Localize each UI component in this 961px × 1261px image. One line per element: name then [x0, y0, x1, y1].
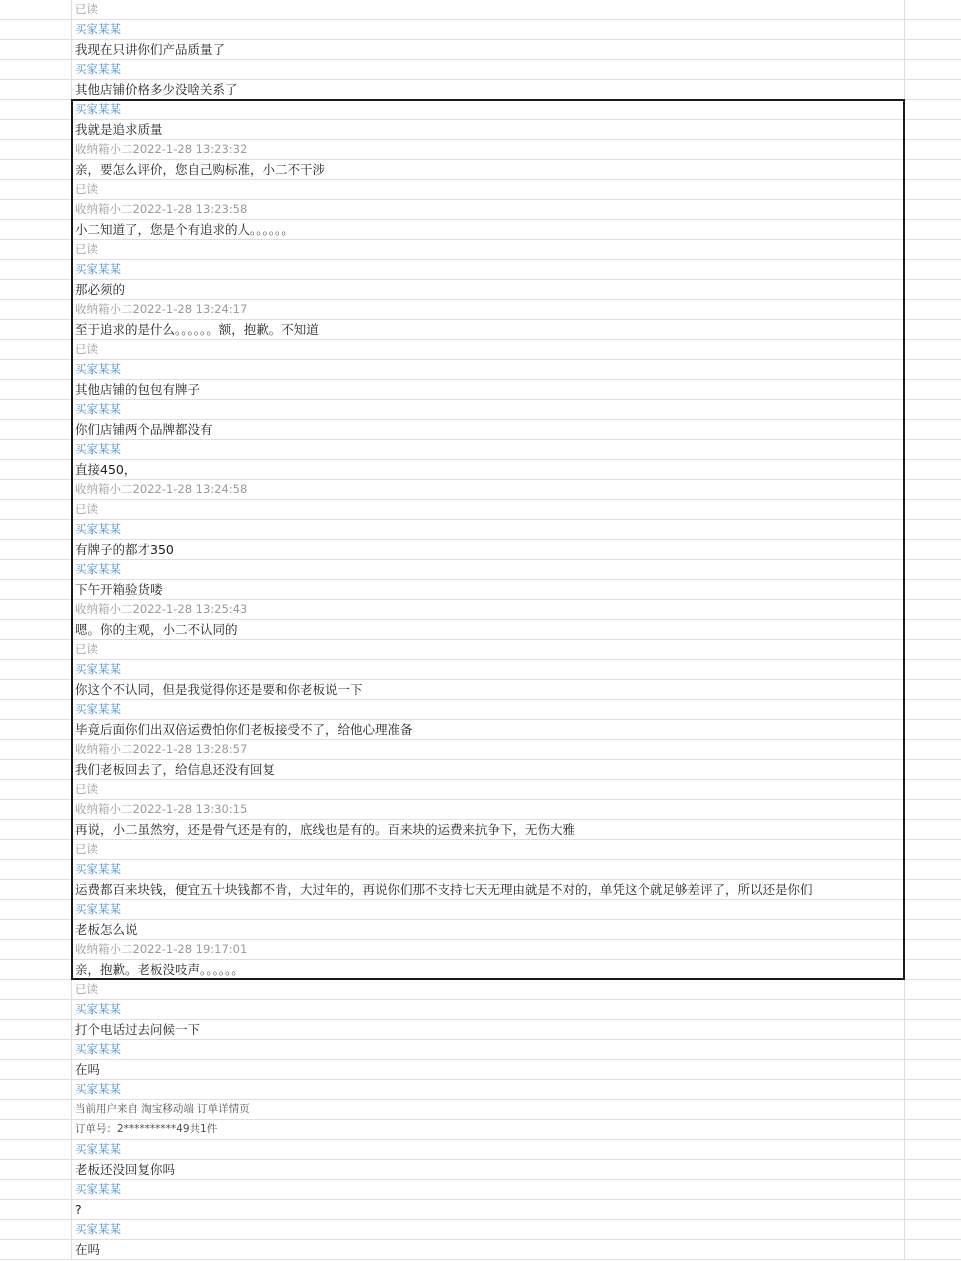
sheet-cell-a[interactable]	[0, 40, 72, 59]
read-receipt-cell[interactable]: 已读	[72, 240, 905, 259]
seller-timestamp-cell[interactable]: 收纳箱小二2022-1-28 13:30:15	[72, 800, 905, 819]
sheet-row	[0, 240, 961, 260]
sheet-cell-a[interactable]	[0, 1080, 72, 1099]
sheet-row	[0, 780, 961, 800]
sheet-cell-c[interactable]	[905, 1120, 961, 1139]
sheet-row	[0, 440, 961, 460]
sheet-cell-c[interactable]	[905, 380, 961, 399]
sheet-cell-a[interactable]	[0, 1020, 72, 1039]
sheet-cell-a[interactable]	[0, 100, 72, 119]
sheet-cell-c[interactable]	[905, 60, 961, 79]
sheet-cell-a[interactable]	[0, 900, 72, 919]
sheet-cell-a[interactable]	[0, 460, 72, 479]
buyer-name-cell[interactable]: 买家某某	[72, 1080, 905, 1099]
sheet-row	[0, 460, 961, 480]
sheet-cell-a[interactable]	[0, 1200, 72, 1219]
sheet-cell-c[interactable]	[905, 460, 961, 479]
sheet-row	[0, 1080, 961, 1100]
sheet-cell-a[interactable]	[0, 60, 72, 79]
message-text-cell[interactable]: 亲，要怎么评价，您自己购标准，小二不干涉	[72, 160, 905, 179]
read-receipt-cell[interactable]: 已读	[72, 340, 905, 359]
buyer-name-cell[interactable]: 买家某某	[72, 20, 905, 39]
read-receipt-cell[interactable]: 已读	[72, 980, 905, 999]
sheet-row	[0, 760, 961, 780]
sheet-cell-c[interactable]	[905, 760, 961, 779]
sheet-cell-c[interactable]	[905, 960, 961, 979]
sheet-cell-c[interactable]	[905, 800, 961, 819]
read-receipt-cell[interactable]: 已读	[72, 780, 905, 799]
message-text-cell[interactable]: ?	[72, 1200, 905, 1219]
sheet-cell-c[interactable]	[905, 180, 961, 199]
seller-timestamp-cell[interactable]: 收纳箱小二2022-1-28 13:23:58	[72, 200, 905, 219]
message-text-cell[interactable]: 你这个不认同，但是我觉得你还是要和你老板说一下	[72, 680, 905, 699]
sheet-row	[0, 1140, 961, 1160]
message-text-cell[interactable]: 再说，小二虽然穷，还是骨气还是有的，底线也是有的。百来块的运费来抗争下，无伤大雅	[72, 820, 905, 839]
message-text-cell[interactable]: 你们店铺两个品牌都没有	[72, 420, 905, 439]
sheet-cell-a[interactable]	[0, 800, 72, 819]
sheet-cell-a[interactable]	[0, 260, 72, 279]
message-text-cell[interactable]: 直接450，	[72, 460, 905, 479]
sheet-row	[0, 980, 961, 1000]
buyer-name-cell[interactable]: 买家某某	[72, 900, 905, 919]
buyer-name-cell[interactable]: 买家某某	[72, 860, 905, 879]
sheet-cell-a[interactable]	[0, 20, 72, 39]
sheet-row	[0, 200, 961, 220]
sheet-row	[0, 80, 961, 100]
message-text-cell[interactable]: 那必须的	[72, 280, 905, 299]
sheet-cell-c[interactable]	[905, 580, 961, 599]
sheet-row	[0, 880, 961, 900]
sheet-cell-a[interactable]	[0, 1120, 72, 1139]
message-text-cell[interactable]: 毕竟后面你们出双倍运费怕你们老板接受不了，给他心理准备	[72, 720, 905, 739]
sheet-cell-a[interactable]	[0, 620, 72, 639]
seller-timestamp-cell[interactable]: 收纳箱小二2022-1-28 13:24:58	[72, 480, 905, 499]
sheet-row	[0, 1100, 961, 1120]
message-text-cell[interactable]: 下午开箱验货喽	[72, 580, 905, 599]
sheet-row	[0, 800, 961, 820]
sheet-cell-a[interactable]	[0, 560, 72, 579]
sheet-cell-a[interactable]	[0, 1160, 72, 1179]
message-text-cell[interactable]: 其他店铺的包包有牌子	[72, 380, 905, 399]
sheet-row	[0, 740, 961, 760]
sheet-row	[0, 1040, 961, 1060]
sheet-cell-c[interactable]	[905, 1200, 961, 1219]
sheet-cell-c[interactable]	[905, 360, 961, 379]
sheet-cell-c[interactable]	[905, 340, 961, 359]
sheet-cell-c[interactable]	[905, 1020, 961, 1039]
sheet-cell-a[interactable]	[0, 920, 72, 939]
sheet-row	[0, 900, 961, 920]
sheet-cell-c[interactable]	[905, 840, 961, 859]
message-text-cell[interactable]: 其他店铺价格多少没啥关系了	[72, 80, 905, 99]
sheet-cell-c[interactable]	[905, 20, 961, 39]
seller-timestamp-cell[interactable]: 收纳箱小二2022-1-28 13:23:32	[72, 140, 905, 159]
sheet-cell-a[interactable]	[0, 720, 72, 739]
sheet-cell-c[interactable]	[905, 1000, 961, 1019]
sheet-row	[0, 500, 961, 520]
sheet-cell-a[interactable]	[0, 1060, 72, 1079]
sheet-cell-a[interactable]	[0, 140, 72, 159]
sheet-cell-a[interactable]	[0, 520, 72, 539]
sheet-row	[0, 920, 961, 940]
sheet-cell-c[interactable]	[905, 1140, 961, 1159]
sheet-cell-a[interactable]	[0, 440, 72, 459]
sheet-cell-c[interactable]	[905, 860, 961, 879]
sheet-row	[0, 340, 961, 360]
sheet-cell-c[interactable]	[905, 600, 961, 619]
read-receipt-cell[interactable]: 已读	[72, 500, 905, 519]
buyer-name-cell[interactable]: 买家某某	[72, 1180, 905, 1199]
buyer-name-cell[interactable]: 买家某某	[72, 100, 905, 119]
sheet-cell-c[interactable]	[905, 120, 961, 139]
sheet-row	[0, 20, 961, 40]
sheet-cell-a[interactable]	[0, 1240, 72, 1259]
system-info-cell[interactable]: 订单号：2**********49共1件	[72, 1120, 905, 1139]
sheet-row	[0, 260, 961, 280]
sheet-cell-c[interactable]	[905, 540, 961, 559]
sheet-cell-a[interactable]	[0, 160, 72, 179]
sheet-cell-c[interactable]	[905, 1160, 961, 1179]
sheet-row	[0, 300, 961, 320]
sheet-row	[0, 160, 961, 180]
sheet-row	[0, 100, 961, 120]
message-text-cell[interactable]: 运费都百来块钱，便宜五十块钱都不肯，大过年的，再说你们那不支持七天无理由就是不对的，单凭这个就足够差评了，所以还是你们	[72, 880, 905, 899]
sheet-cell-c[interactable]	[905, 560, 961, 579]
message-text-cell[interactable]: 在吗	[72, 1060, 905, 1079]
buyer-name-cell[interactable]: 买家某某	[72, 520, 905, 539]
sheet-row	[0, 660, 961, 680]
sheet-row	[0, 540, 961, 560]
read-receipt-cell[interactable]: 已读	[72, 0, 905, 19]
buyer-name-cell[interactable]: 买家某某	[72, 700, 905, 719]
sheet-cell-a[interactable]	[0, 600, 72, 619]
sheet-cell-a[interactable]	[0, 220, 72, 239]
message-text-cell[interactable]: 亲，抱歉。老板没吱声。。。。。。	[72, 960, 905, 979]
buyer-name-cell[interactable]: 买家某某	[72, 560, 905, 579]
sheet-row	[0, 420, 961, 440]
sheet-cell-c[interactable]	[905, 140, 961, 159]
sheet-row	[0, 560, 961, 580]
sheet-cell-c[interactable]	[905, 620, 961, 639]
sheet-cell-c[interactable]	[905, 260, 961, 279]
sheet-cell-a[interactable]	[0, 300, 72, 319]
message-text-cell[interactable]: 老板还没回复你吗	[72, 1160, 905, 1179]
sheet-row	[0, 1200, 961, 1220]
sheet-row	[0, 520, 961, 540]
sheet-row	[0, 720, 961, 740]
buyer-name-cell[interactable]: 买家某某	[72, 400, 905, 419]
seller-timestamp-cell[interactable]: 收纳箱小二2022-1-28 13:28:57	[72, 740, 905, 759]
sheet-row	[0, 1120, 961, 1140]
system-info-cell[interactable]: 当前用户来自 淘宝移动端 订单详情页	[72, 1100, 905, 1119]
sheet-cell-a[interactable]	[0, 820, 72, 839]
sheet-cell-c[interactable]	[905, 1060, 961, 1079]
buyer-name-cell[interactable]: 买家某某	[72, 1040, 905, 1059]
sheet-cell-c[interactable]	[905, 920, 961, 939]
message-text-cell[interactable]: 我就是追求质量	[72, 120, 905, 139]
sheet-cell-a[interactable]	[0, 240, 72, 259]
sheet-cell-a[interactable]	[0, 1100, 72, 1119]
read-receipt-cell[interactable]: 已读	[72, 180, 905, 199]
sheet-row	[0, 940, 961, 960]
sheet-row	[0, 60, 961, 80]
sheet-cell-c[interactable]	[905, 1220, 961, 1239]
sheet-cell-a[interactable]	[0, 380, 72, 399]
sheet-cell-a[interactable]	[0, 680, 72, 699]
sheet-cell-c[interactable]	[905, 300, 961, 319]
sheet-row	[0, 1180, 961, 1200]
sheet-row	[0, 220, 961, 240]
sheet-cell-a[interactable]	[0, 1180, 72, 1199]
sheet-cell-c[interactable]	[905, 880, 961, 899]
sheet-cell-c[interactable]	[905, 0, 961, 19]
buyer-name-cell[interactable]: 买家某某	[72, 1000, 905, 1019]
sheet-cell-a[interactable]	[0, 180, 72, 199]
buyer-name-cell[interactable]: 买家某某	[72, 60, 905, 79]
sheet-cell-c[interactable]	[905, 1180, 961, 1199]
sheet-cell-c[interactable]	[905, 220, 961, 239]
sheet-cell-c[interactable]	[905, 940, 961, 959]
sheet-cell-c[interactable]	[905, 1100, 961, 1119]
sheet-row	[0, 0, 961, 20]
message-text-cell[interactable]: 打个电话过去问候一下	[72, 1020, 905, 1039]
sheet-row	[0, 860, 961, 880]
buyer-name-cell[interactable]: 买家某某	[72, 1220, 905, 1239]
sheet-cell-a[interactable]	[0, 500, 72, 519]
sheet-cell-c[interactable]	[905, 640, 961, 659]
sheet-cell-a[interactable]	[0, 840, 72, 859]
sheet-row	[0, 820, 961, 840]
sheet-cell-c[interactable]	[905, 740, 961, 759]
sheet-row	[0, 380, 961, 400]
sheet-cell-a[interactable]	[0, 660, 72, 679]
sheet-row	[0, 840, 961, 860]
sheet-cell-c[interactable]	[905, 480, 961, 499]
buyer-name-cell[interactable]: 买家某某	[72, 660, 905, 679]
sheet-cell-c[interactable]	[905, 680, 961, 699]
sheet-cell-a[interactable]	[0, 420, 72, 439]
sheet-cell-a[interactable]	[0, 120, 72, 139]
sheet-row	[0, 600, 961, 620]
sheet-cell-a[interactable]	[0, 80, 72, 99]
sheet-row	[0, 1220, 961, 1240]
sheet-cell-c[interactable]	[905, 400, 961, 419]
buyer-name-cell[interactable]: 买家某某	[72, 360, 905, 379]
sheet-row	[0, 960, 961, 980]
sheet-cell-c[interactable]	[905, 780, 961, 799]
message-text-cell[interactable]: 在吗	[72, 1240, 905, 1259]
message-text-cell[interactable]: 老板怎么说	[72, 920, 905, 939]
sheet-cell-a[interactable]	[0, 860, 72, 879]
sheet-cell-c[interactable]	[905, 240, 961, 259]
sheet-row	[0, 640, 961, 660]
sheet-cell-c[interactable]	[905, 160, 961, 179]
seller-timestamp-cell[interactable]: 收纳箱小二2022-1-28 13:25:43	[72, 600, 905, 619]
message-text-cell[interactable]: 嗯。你的主观，小二不认同的	[72, 620, 905, 639]
sheet-cell-c[interactable]	[905, 40, 961, 59]
buyer-name-cell[interactable]: 买家某某	[72, 440, 905, 459]
sheet-cell-c[interactable]	[905, 900, 961, 919]
sheet-row	[0, 320, 961, 340]
sheet-cell-a[interactable]	[0, 280, 72, 299]
sheet-row	[0, 700, 961, 720]
sheet-row	[0, 1020, 961, 1040]
sheet-cell-c[interactable]	[905, 280, 961, 299]
sheet-row	[0, 620, 961, 640]
seller-timestamp-cell[interactable]: 收纳箱小二2022-1-28 19:17:01	[72, 940, 905, 959]
sheet-cell-c[interactable]	[905, 500, 961, 519]
sheet-cell-c[interactable]	[905, 320, 961, 339]
sheet-cell-c[interactable]	[905, 440, 961, 459]
sheet-cell-a[interactable]	[0, 980, 72, 999]
sheet-cell-a[interactable]	[0, 760, 72, 779]
sheet-cell-c[interactable]	[905, 980, 961, 999]
sheet-cell-a[interactable]	[0, 700, 72, 719]
sheet-cell-c[interactable]	[905, 100, 961, 119]
sheet-row	[0, 120, 961, 140]
read-receipt-cell[interactable]: 已读	[72, 640, 905, 659]
sheet-cell-a[interactable]	[0, 1220, 72, 1239]
message-text-cell[interactable]: 我现在只讲你们产品质量了	[72, 40, 905, 59]
sheet-row	[0, 1060, 961, 1080]
sheet-row	[0, 40, 961, 60]
read-receipt-cell[interactable]: 已读	[72, 840, 905, 859]
sheet-cell-a[interactable]	[0, 580, 72, 599]
sheet-cell-c[interactable]	[905, 420, 961, 439]
sheet-row	[0, 1160, 961, 1180]
message-text-cell[interactable]: 有牌子的都才350	[72, 540, 905, 559]
sheet-cell-a[interactable]	[0, 1040, 72, 1059]
sheet-cell-c[interactable]	[905, 700, 961, 719]
sheet-row	[0, 480, 961, 500]
sheet-cell-c[interactable]	[905, 1080, 961, 1099]
sheet-cell-c[interactable]	[905, 520, 961, 539]
sheet-cell-a[interactable]	[0, 540, 72, 559]
sheet-cell-a[interactable]	[0, 640, 72, 659]
sheet-row	[0, 400, 961, 420]
sheet-row	[0, 680, 961, 700]
sheet-row	[0, 280, 961, 300]
sheet-row	[0, 140, 961, 160]
sheet-cell-c[interactable]	[905, 80, 961, 99]
sheet-cell-c[interactable]	[905, 820, 961, 839]
sheet-row	[0, 360, 961, 380]
sheet-cell-c[interactable]	[905, 200, 961, 219]
sheet-cell-a[interactable]	[0, 740, 72, 759]
sheet-cell-a[interactable]	[0, 200, 72, 219]
sheet-cell-a[interactable]	[0, 400, 72, 419]
sheet-cell-a[interactable]	[0, 780, 72, 799]
message-text-cell[interactable]: 至于追求的是什么。。。。。。额，抱歉。不知道	[72, 320, 905, 339]
sheet-cell-c[interactable]	[905, 1040, 961, 1059]
sheet-row	[0, 180, 961, 200]
sheet-cell-a[interactable]	[0, 0, 72, 19]
sheet-cell-c[interactable]	[905, 1240, 961, 1259]
sheet-cell-c[interactable]	[905, 660, 961, 679]
buyer-name-cell[interactable]: 买家某某	[72, 260, 905, 279]
sheet-row	[0, 1240, 961, 1260]
sheet-cell-a[interactable]	[0, 1000, 72, 1019]
message-text-cell[interactable]: 小二知道了，您是个有追求的人。。。。。。	[72, 220, 905, 239]
sheet-cell-a[interactable]	[0, 960, 72, 979]
sheet-cell-a[interactable]	[0, 480, 72, 499]
sheet-row	[0, 580, 961, 600]
sheet-cell-a[interactable]	[0, 320, 72, 339]
sheet-cell-c[interactable]	[905, 720, 961, 739]
sheet-cell-a[interactable]	[0, 360, 72, 379]
sheet-row	[0, 1000, 961, 1020]
message-text-cell[interactable]: 我们老板回去了，给信息还没有回复	[72, 760, 905, 779]
sheet-cell-a[interactable]	[0, 880, 72, 899]
sheet-cell-a[interactable]	[0, 340, 72, 359]
seller-timestamp-cell[interactable]: 收纳箱小二2022-1-28 13:24:17	[72, 300, 905, 319]
sheet-cell-a[interactable]	[0, 940, 72, 959]
sheet-cell-a[interactable]	[0, 1140, 72, 1159]
buyer-name-cell[interactable]: 买家某某	[72, 1140, 905, 1159]
